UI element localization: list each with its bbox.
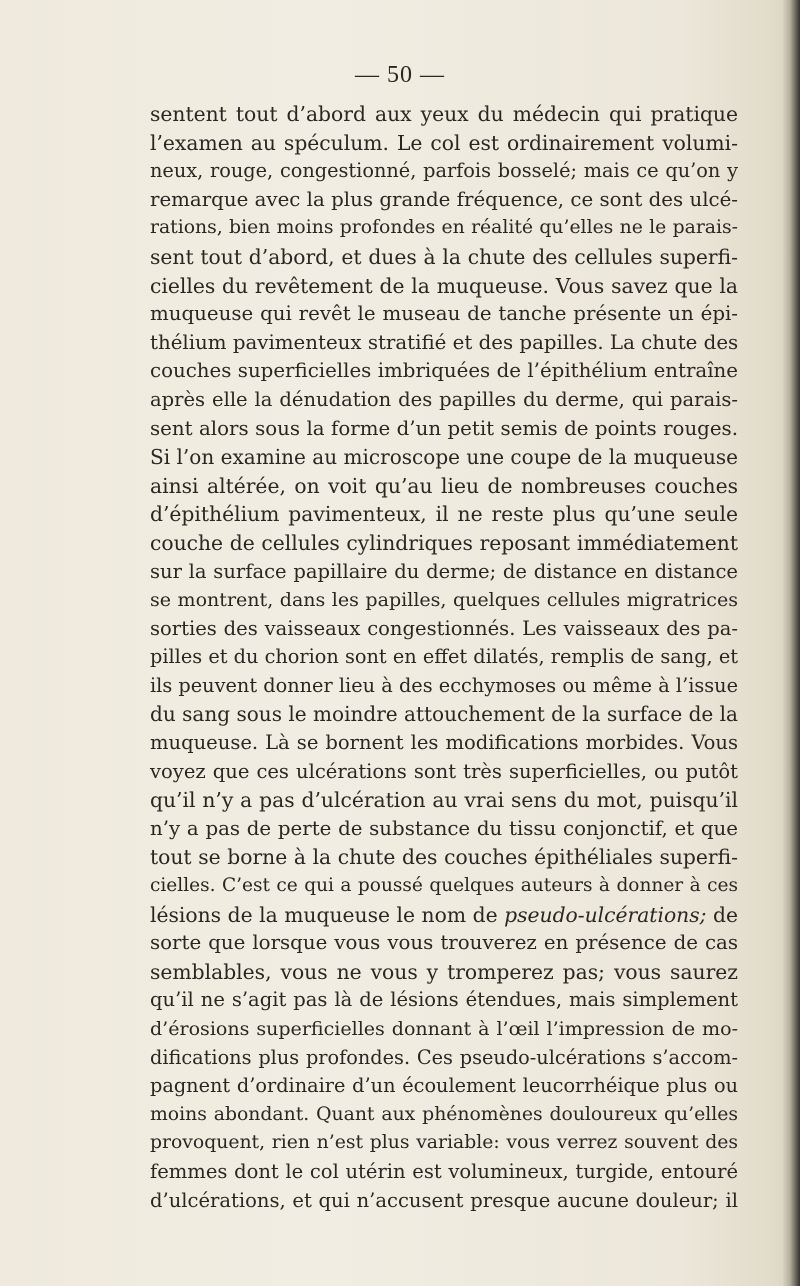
text-line: rations, bien moins profondes en réalité qu’elles ne le parais- bbox=[150, 217, 738, 239]
text-line: Si l’on examine au microscope une coupe de la muqueuse bbox=[150, 445, 738, 470]
text-line: voyez que ces ulcérations sont très superficielles, ou putôt bbox=[150, 759, 738, 783]
text-line: se montrent, dans les papilles, quelques cellules migratrices bbox=[150, 589, 738, 612]
text-line-mixed bbox=[150, 901, 738, 930]
text-line: sent tout d’abord, et dues à la chute des cellules superfi- bbox=[150, 244, 738, 269]
text-line: ils peuvent donner lieu à des ecchymoses ou même à l’issue bbox=[150, 673, 738, 697]
text-line: sent alors sous la forme d’un petit semis de points rouges. bbox=[150, 416, 738, 440]
body-text bbox=[150, 100, 738, 1215]
text-line: d’épithélium pavimenteux, il ne reste plus qu’une seule bbox=[150, 502, 738, 527]
text-line: muqueuse qui revêt le museau de tanche présente un épi- bbox=[150, 302, 738, 326]
text-line: pilles et du chorion sont en effet dilatés, remplis de sang, et bbox=[150, 645, 738, 669]
text-line: l’examen au spéculum. Le col est ordinairement volumi- bbox=[150, 130, 738, 155]
text-line: sorties des vaisseaux congestionnés. Les vaisseaux des pa- bbox=[150, 616, 738, 640]
text-segment: lésions de la muqueuse le nom de bbox=[150, 902, 498, 927]
text-line: n’y a pas de perte de substance du tissu conjonctif, et que bbox=[150, 816, 738, 840]
text-line: neux, rouge, congestionné, parfois bosselé; mais ce qu’on y bbox=[150, 159, 738, 183]
text-line: sentent tout d’abord aux yeux du médecin qui pratique bbox=[150, 102, 738, 126]
italic-term: pseudo-ulcérations; bbox=[504, 902, 707, 927]
text-line: d’érosions superficielles donnant à l’œil l’impression de mo- bbox=[150, 1018, 738, 1040]
text-line: pagnent d’ordinaire d’un écoulement leucorrhéique plus ou bbox=[150, 1074, 738, 1098]
page-number: — 50 — bbox=[355, 62, 445, 88]
text-segment: de bbox=[713, 902, 738, 927]
text-line: couches superficielles imbriquées de l’épithélium entraîne bbox=[150, 359, 738, 383]
text-line: d’ulcérations, et qui n’accusent presque aucune douleur; il bbox=[150, 1188, 738, 1212]
text-line: moins abondant. Quant aux phénomènes douloureux qu’elles bbox=[150, 1103, 738, 1125]
text-line: du sang sous le moindre attouchement de la surface de la bbox=[150, 702, 738, 727]
text-line: couche de cellules cylindriques reposant immédiatement bbox=[150, 530, 738, 555]
text-line: provoquent, rien n’est plus variable: vous verrez souvent des bbox=[150, 1132, 738, 1154]
text-line: sur la surface papillaire du derme; de distance en distance bbox=[150, 559, 738, 583]
text-line: muqueuse. Là se bornent les modifications morbides. Vous bbox=[150, 731, 738, 755]
text-line: qu’il ne s’agit pas là de lésions étendues, mais simplement bbox=[150, 988, 738, 1012]
text-line: femmes dont le col utérin est volumineux, turgide, entouré bbox=[150, 1159, 738, 1183]
text-line: ainsi altérée, on voit qu’au lieu de nombreuses couches bbox=[150, 473, 738, 498]
text-line: semblables, vous ne vous y tromperez pas; vous saurez bbox=[150, 959, 738, 984]
text-line: remarque avec la plus grande fréquence, ce sont des ulcé- bbox=[150, 187, 738, 211]
text-line: cielles. C’est ce qui a poussé quelques auteurs à donner à ces bbox=[150, 875, 738, 897]
text-line: difications plus profondes. Ces pseudo-ulcérations s’accom- bbox=[150, 1045, 738, 1069]
text-line: tout se borne à la chute des couches épithéliales superfi- bbox=[150, 845, 738, 870]
text-line: cielles du revêtement de la muqueuse. Vous savez que la bbox=[150, 273, 738, 298]
book-spine-shadow bbox=[782, 0, 800, 1286]
text-line: thélium pavimenteux stratifié et des papilles. La chute des bbox=[150, 330, 739, 354]
text-line: après elle la dénudation des papilles du derme, qui parais- bbox=[150, 387, 738, 411]
text-line: qu’il n’y a pas d’ulcération au vrai sens du mot, puisqu’il bbox=[150, 788, 738, 813]
text-line: sorte que lorsque vous vous trouverez en présence de cas bbox=[150, 931, 738, 955]
